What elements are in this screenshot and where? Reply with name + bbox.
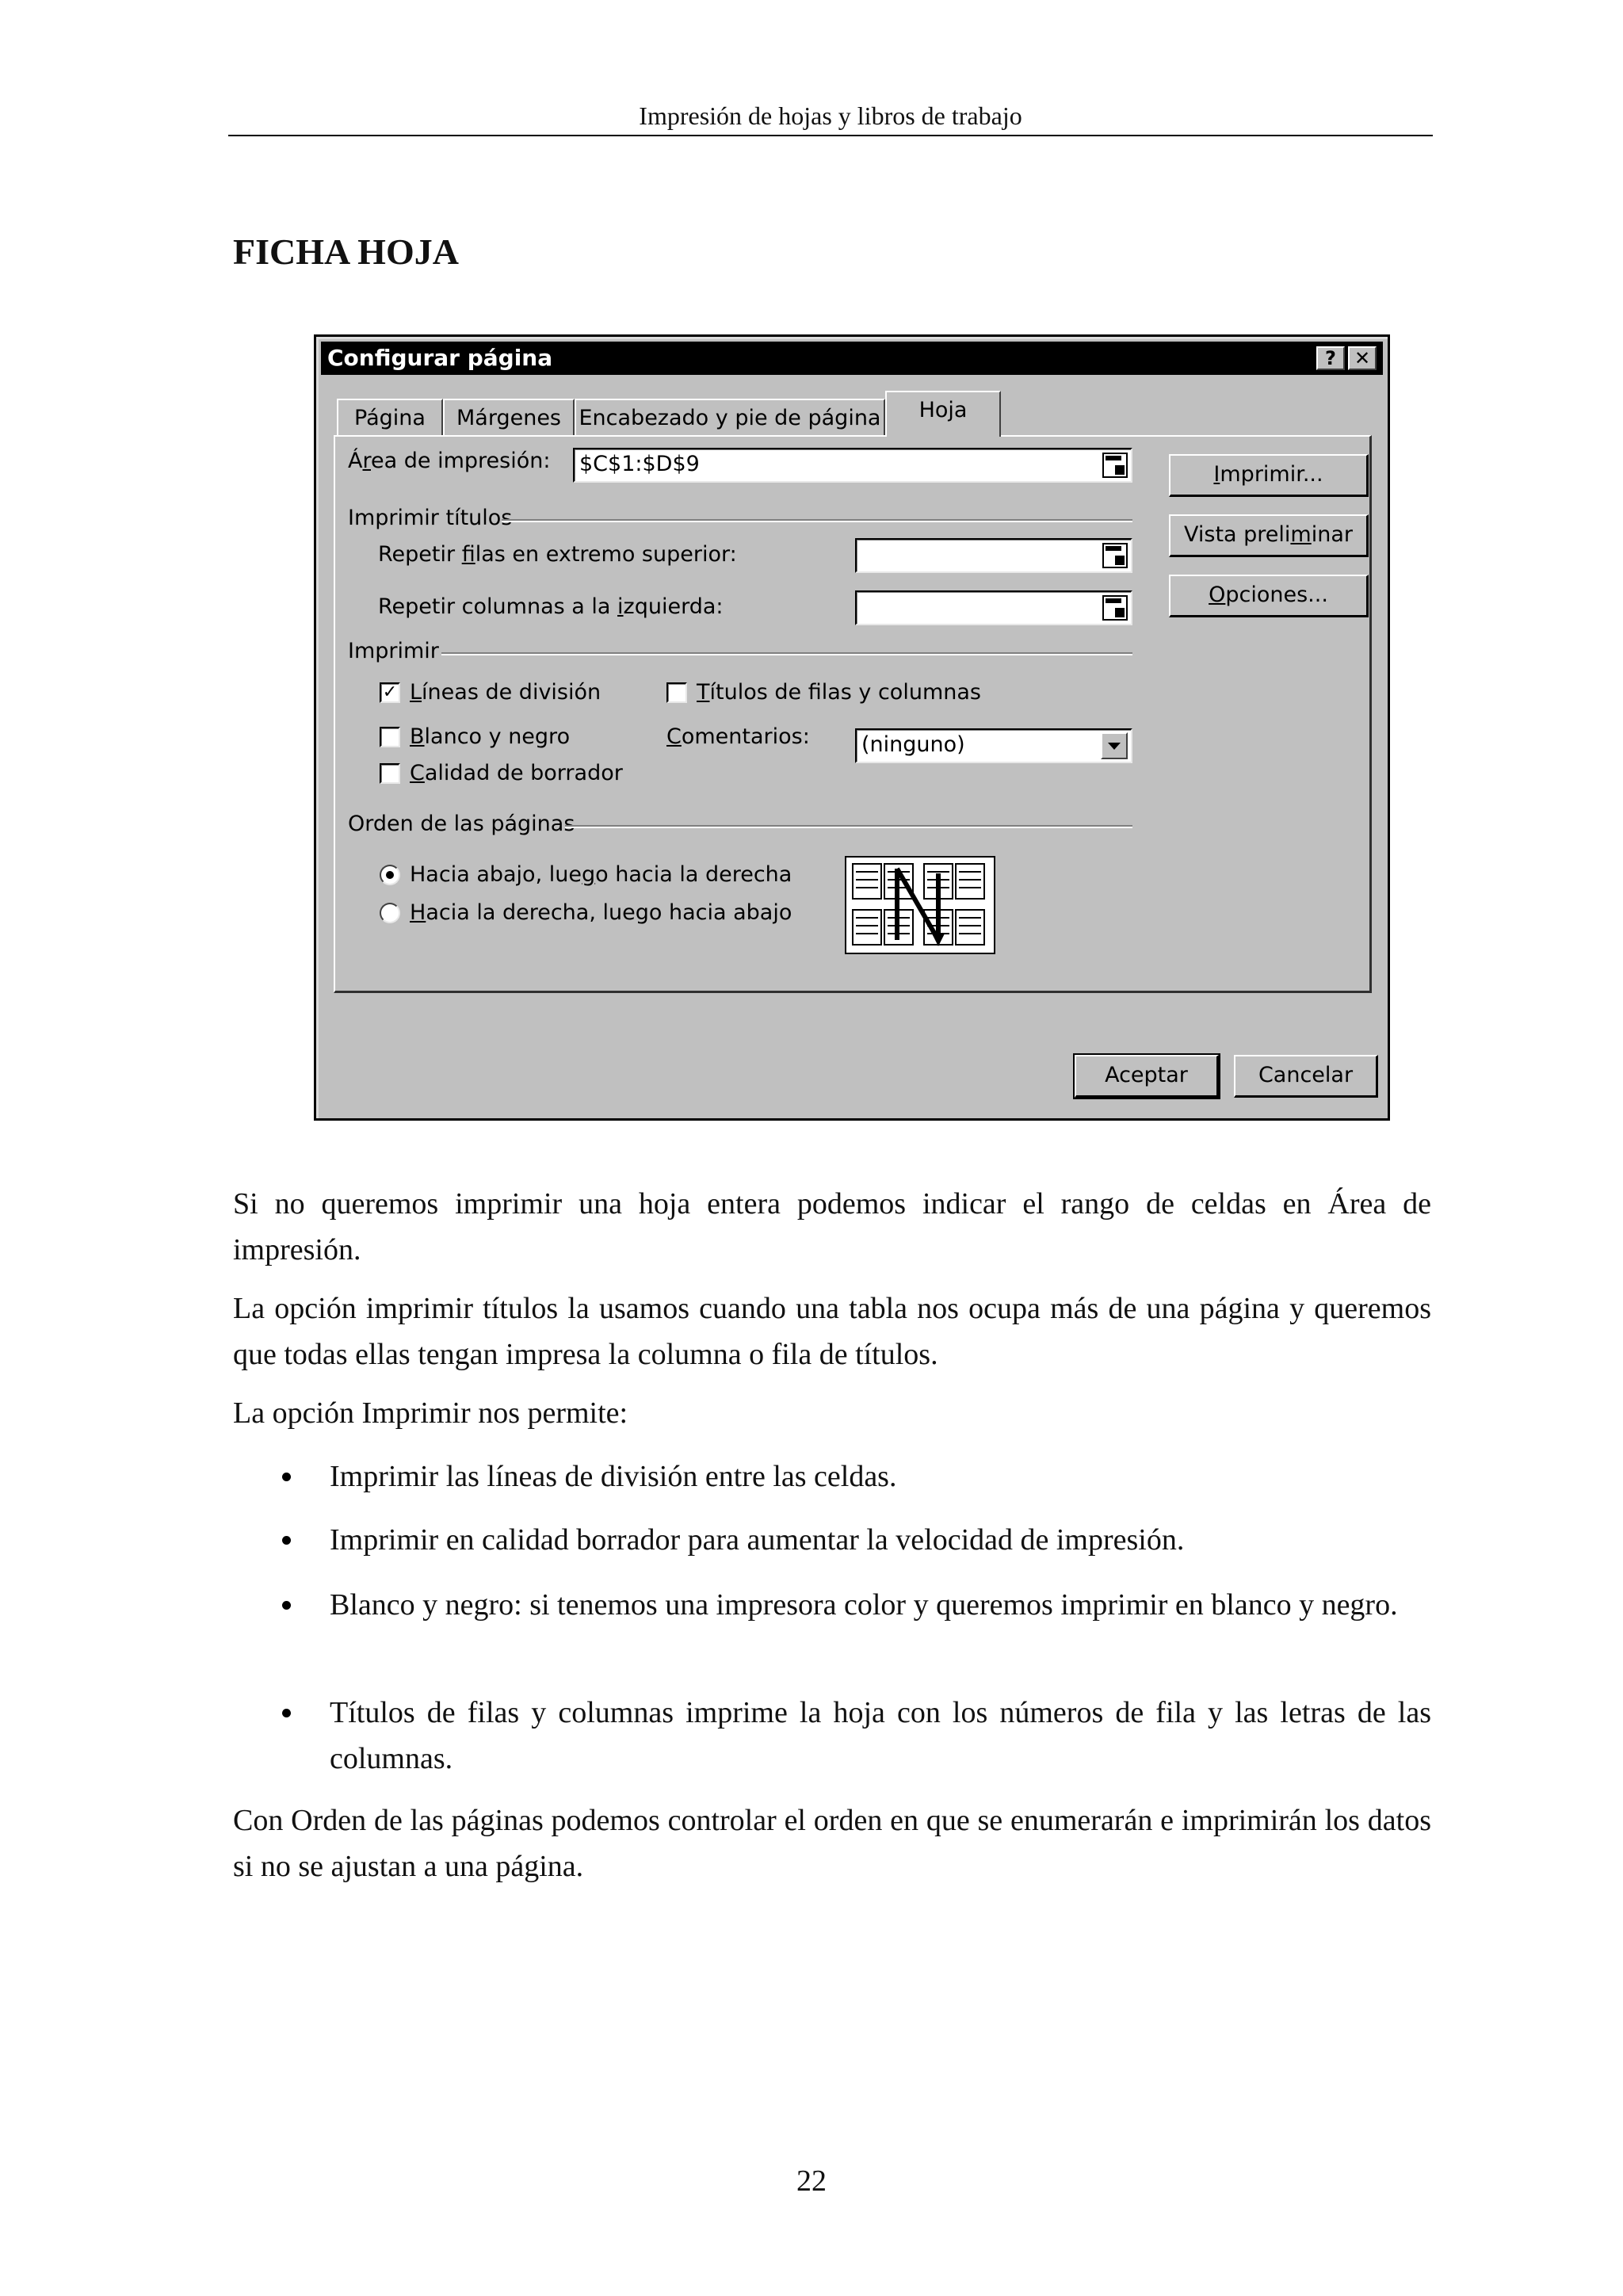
draft-quality-checkbox[interactable] — [380, 763, 400, 784]
tab-pagina[interactable]: Página — [337, 399, 443, 437]
close-icon[interactable]: ✕ — [1348, 346, 1377, 370]
repeat-rows-label: Repetir filas en extremo superior: — [378, 542, 737, 567]
paragraph-print-options: La opción Imprimir nos permite: — [233, 1396, 628, 1430]
gridlines-label[interactable]: Líneas de división — [410, 680, 601, 705]
repeat-columns-label: Repetir columnas a la izquierda: — [378, 594, 724, 619]
draft-quality-label[interactable]: Calidad de borrador — [410, 761, 623, 785]
cancel-button[interactable]: Cancelar — [1234, 1055, 1378, 1098]
print-group-label: Imprimir — [348, 639, 439, 663]
repeat-columns-input[interactable] — [855, 590, 1132, 625]
headings-label[interactable]: Títulos de filas y columnas — [697, 680, 981, 705]
running-header: Impresión de hojas y libros de trabajo — [639, 101, 1022, 130]
dialog-title: Configurar página — [327, 345, 553, 371]
over-then-down-label[interactable]: Hacia la derecha, luego hacia abajo — [410, 900, 792, 925]
print-area-value: $C$1:$D$9 — [579, 452, 700, 476]
ok-button[interactable]: Aceptar — [1075, 1055, 1219, 1098]
tab-margenes[interactable]: Márgenes — [443, 399, 575, 437]
page-order-illustration — [846, 858, 994, 953]
page-number: 22 — [796, 2164, 827, 2198]
help-icon[interactable]: ? — [1316, 346, 1345, 370]
paragraph-print-titles: La opción imprimir títulos la usamos cuando una tabla nos ocupa más de una página y queremos que todas ellas tengan impresa la columna o fila de títulos. — [233, 1292, 1431, 1371]
range-picker-icon[interactable] — [1102, 543, 1128, 568]
list-item: Imprimir en calidad borrador para aumentar la velocidad de impresión. — [233, 1517, 1431, 1563]
print-area-label: Área de impresión: — [348, 449, 551, 473]
tab-encabezado[interactable]: Encabezado y pie de página — [575, 399, 885, 437]
print-titles-divider — [502, 519, 1132, 522]
print-divider — [441, 652, 1132, 655]
range-picker-icon[interactable] — [1102, 595, 1128, 621]
headings-checkbox[interactable] — [666, 682, 687, 703]
black-white-label[interactable]: Blanco y negro — [410, 724, 571, 749]
comments-label: Comentarios: — [666, 724, 810, 749]
down-then-over-radio[interactable] — [380, 865, 400, 885]
page-order-preview — [845, 856, 995, 954]
page-setup-dialog — [314, 334, 1390, 1121]
paragraph-print-area: Si no queremos imprimir una hoja entera podemos indicar el rango de celdas en Área de impresión. — [233, 1187, 1431, 1266]
print-area-input[interactable] — [573, 448, 1132, 483]
chevron-down-icon[interactable] — [1101, 732, 1128, 759]
over-then-down-radio[interactable] — [380, 903, 400, 923]
print-button[interactable]: Imprimir... — [1169, 454, 1369, 497]
range-picker-icon[interactable] — [1102, 453, 1128, 478]
list-item: Imprimir las líneas de división entre las celdas. — [233, 1454, 1431, 1499]
black-white-checkbox[interactable] — [380, 727, 400, 747]
comments-value: (ninguno) — [861, 732, 965, 757]
list-item: Títulos de filas y columnas imprime la hoja con los números de fila y las letras de las columnas. — [233, 1690, 1431, 1782]
page-order-group-label: Orden de las páginas — [348, 812, 575, 836]
header-rule — [228, 135, 1433, 136]
list-item: Blanco y negro: si tenemos una impresora color y queremos imprimir en blanco y negro. — [233, 1582, 1431, 1628]
print-titles-group-label: Imprimir títulos — [348, 506, 513, 530]
repeat-rows-input[interactable] — [855, 538, 1132, 573]
paragraph-page-order: Con Orden de las páginas podemos controlar el orden en que se enumerarán e imprimirán los datos si no se ajustan a una página. — [233, 1804, 1431, 1883]
page-order-divider — [565, 825, 1132, 828]
comments-select[interactable] — [855, 728, 1132, 763]
dialog-titlebar — [321, 342, 1383, 375]
tab-hoja[interactable]: Hoja — [885, 391, 1001, 437]
section-title: FICHA HOJA — [233, 231, 459, 272]
down-then-over-label[interactable]: Hacia abajo, luego hacia la derecha — [410, 862, 792, 887]
options-button[interactable]: Opciones... — [1169, 575, 1369, 617]
gridlines-checkbox[interactable]: ✓ — [380, 682, 400, 703]
print-preview-button[interactable]: Vista preliminar — [1169, 514, 1369, 557]
